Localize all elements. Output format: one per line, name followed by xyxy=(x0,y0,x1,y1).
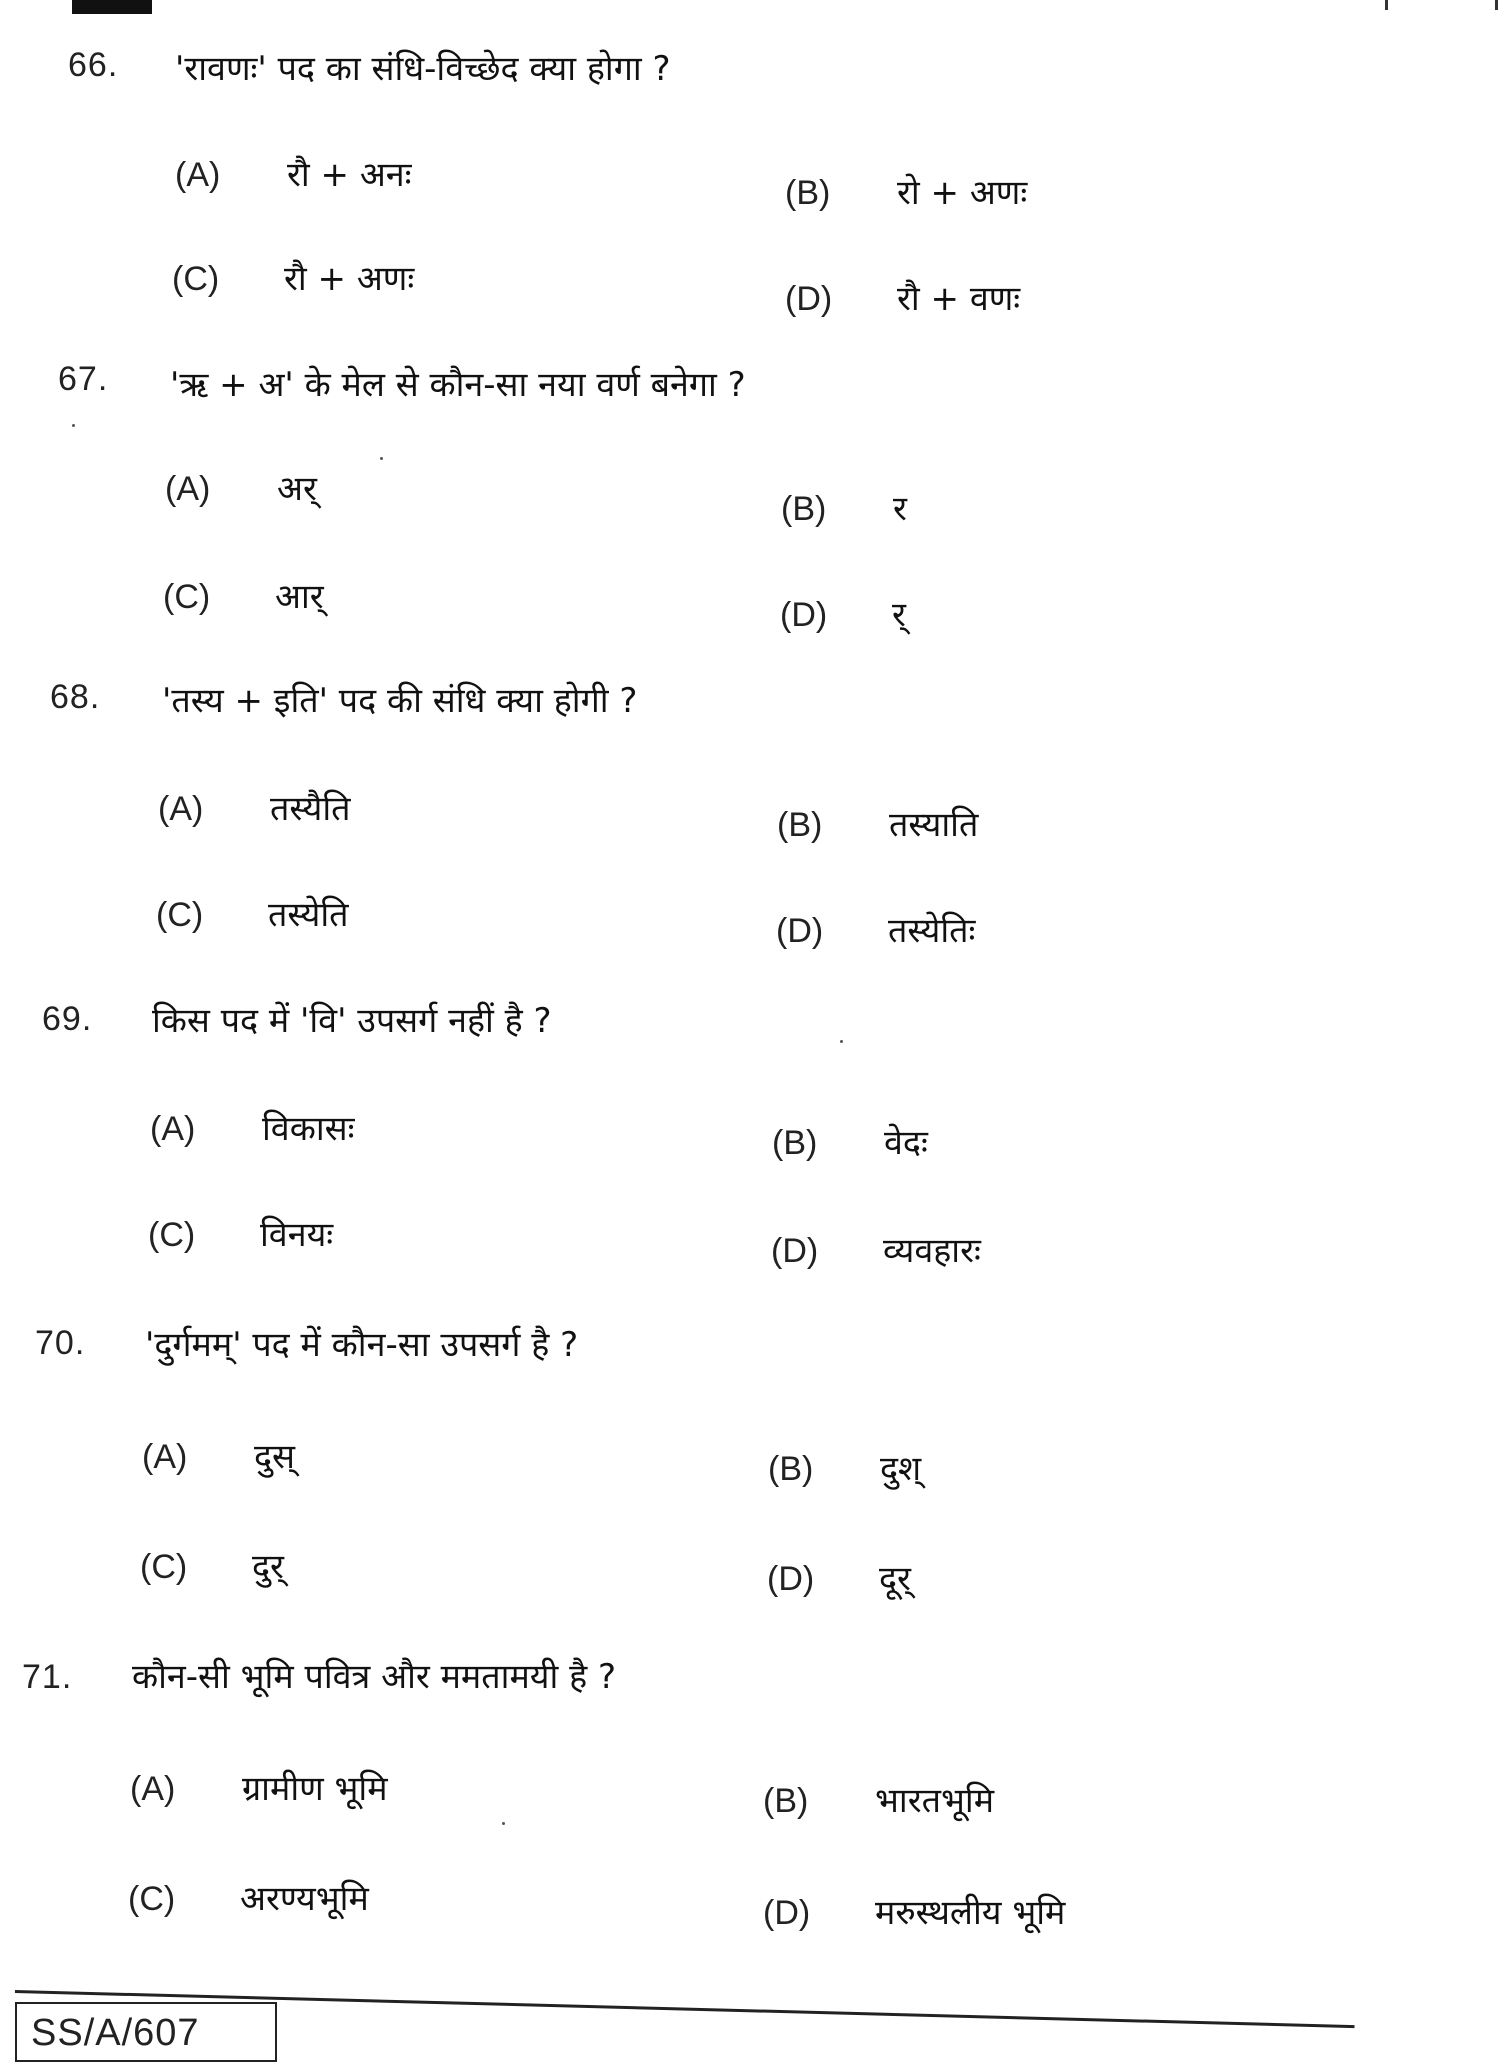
option-text: दूर् xyxy=(879,1559,911,1599)
option-label: (A) xyxy=(158,790,204,828)
option-label: (C) xyxy=(128,1880,176,1918)
option-label: (A) xyxy=(175,156,221,194)
option-b[interactable] xyxy=(785,173,1028,213)
option-a[interactable] xyxy=(150,1109,355,1149)
scan-mark xyxy=(1385,0,1388,10)
option-b[interactable] xyxy=(763,1781,995,1821)
option-a[interactable] xyxy=(175,155,412,195)
scan-speck xyxy=(840,1040,843,1043)
option-a[interactable] xyxy=(158,789,351,829)
question-text: 'दुर्गमम्' पद में कौन-सा उपसर्ग है ? xyxy=(145,1325,579,1365)
question-text: कौन-सी भूमि पवित्र और ममतामयी है ? xyxy=(132,1657,617,1697)
option-d[interactable] xyxy=(776,911,976,951)
option-text: र् xyxy=(892,595,906,635)
option-label: (D) xyxy=(763,1894,811,1932)
option-label: (B) xyxy=(777,806,823,844)
option-label: (C) xyxy=(140,1548,188,1586)
option-label: (A) xyxy=(142,1438,188,1476)
option-text: दुश् xyxy=(880,1449,922,1489)
option-d[interactable] xyxy=(780,595,906,635)
question-number: 66. xyxy=(68,46,119,84)
question-number: 70. xyxy=(35,1324,86,1362)
option-label: (C) xyxy=(172,260,220,298)
scan-speck xyxy=(502,1822,505,1825)
question-number: 68. xyxy=(50,678,101,716)
option-label: (D) xyxy=(776,912,824,950)
option-text: तस्यैति xyxy=(270,789,351,829)
option-c[interactable] xyxy=(128,1879,369,1919)
option-label: (C) xyxy=(148,1216,196,1254)
top-scan-bar xyxy=(72,0,152,14)
option-label: (A) xyxy=(130,1770,176,1808)
option-label: (D) xyxy=(771,1232,819,1270)
option-text: मरुस्थलीय भूमि xyxy=(875,1893,1066,1933)
option-b[interactable] xyxy=(768,1449,922,1489)
option-label: (C) xyxy=(156,896,204,934)
question-number: 69. xyxy=(42,1000,93,1038)
option-d[interactable] xyxy=(771,1231,981,1271)
option-label: (C) xyxy=(163,578,211,616)
option-c[interactable] xyxy=(140,1547,284,1587)
option-label: (A) xyxy=(150,1110,196,1148)
question-text: 'रावणः' पद का संधि-विच्छेद क्या होगा ? xyxy=(175,49,671,89)
option-a[interactable] xyxy=(165,469,317,509)
option-text: दुस् xyxy=(254,1437,296,1477)
option-d[interactable] xyxy=(767,1559,911,1599)
option-label: (D) xyxy=(767,1560,815,1598)
option-label: (D) xyxy=(785,280,833,318)
option-text: रौ + अनः xyxy=(287,155,412,195)
option-text: तस्येति xyxy=(268,895,349,935)
option-text: व्यवहारः xyxy=(883,1231,981,1271)
option-label: (B) xyxy=(763,1782,809,1820)
scan-speck xyxy=(72,424,75,427)
scan-mark xyxy=(1495,0,1498,10)
option-label: (D) xyxy=(780,596,828,634)
option-a[interactable] xyxy=(142,1437,296,1477)
option-b[interactable] xyxy=(777,805,979,845)
option-label: (A) xyxy=(165,470,211,508)
option-text: तस्येतिः xyxy=(888,911,976,951)
option-text: आर् xyxy=(275,577,324,617)
option-text: तस्याति xyxy=(889,805,979,845)
option-label: (B) xyxy=(772,1124,818,1162)
question-number: 71. xyxy=(22,1658,73,1696)
option-c[interactable] xyxy=(148,1215,334,1255)
question-text: 'ऋ + अ' के मेल से कौन-सा नया वर्ण बनेगा ? xyxy=(170,365,746,405)
option-text: विनयः xyxy=(260,1215,334,1255)
option-text: रौ + वणः xyxy=(897,279,1021,319)
paper-code: SS/A/607 xyxy=(31,2012,200,2054)
option-a[interactable] xyxy=(130,1769,388,1809)
option-text: भारतभूमि xyxy=(875,1781,995,1821)
option-b[interactable] xyxy=(781,489,907,529)
option-label: (B) xyxy=(781,490,827,528)
option-b[interactable] xyxy=(772,1123,928,1163)
option-text: ग्रामीण भूमि xyxy=(242,1769,388,1809)
option-c[interactable] xyxy=(172,259,415,299)
option-text: दुर् xyxy=(252,1547,284,1587)
option-c[interactable] xyxy=(156,895,349,935)
option-text: र xyxy=(893,489,907,529)
option-d[interactable] xyxy=(785,279,1021,319)
option-text: अर् xyxy=(277,469,317,509)
question-number: 67. xyxy=(58,360,109,398)
option-label: (B) xyxy=(768,1450,814,1488)
question-text: किस पद में 'वि' उपसर्ग नहीं है ? xyxy=(152,1001,552,1041)
option-text: अरण्यभूमि xyxy=(240,1879,369,1919)
option-text: वेदः xyxy=(884,1123,928,1163)
option-text: विकासः xyxy=(262,1109,355,1149)
option-c[interactable] xyxy=(163,577,324,617)
footer-code-box xyxy=(15,2002,277,2062)
option-label: (B) xyxy=(785,174,831,212)
scan-speck xyxy=(380,457,383,460)
option-text: रो + अणः xyxy=(897,173,1028,213)
option-text: रौ + अणः xyxy=(284,259,415,299)
option-d[interactable] xyxy=(763,1893,1066,1933)
question-text: 'तस्य + इति' पद की संधि क्या होगी ? xyxy=(162,681,638,721)
